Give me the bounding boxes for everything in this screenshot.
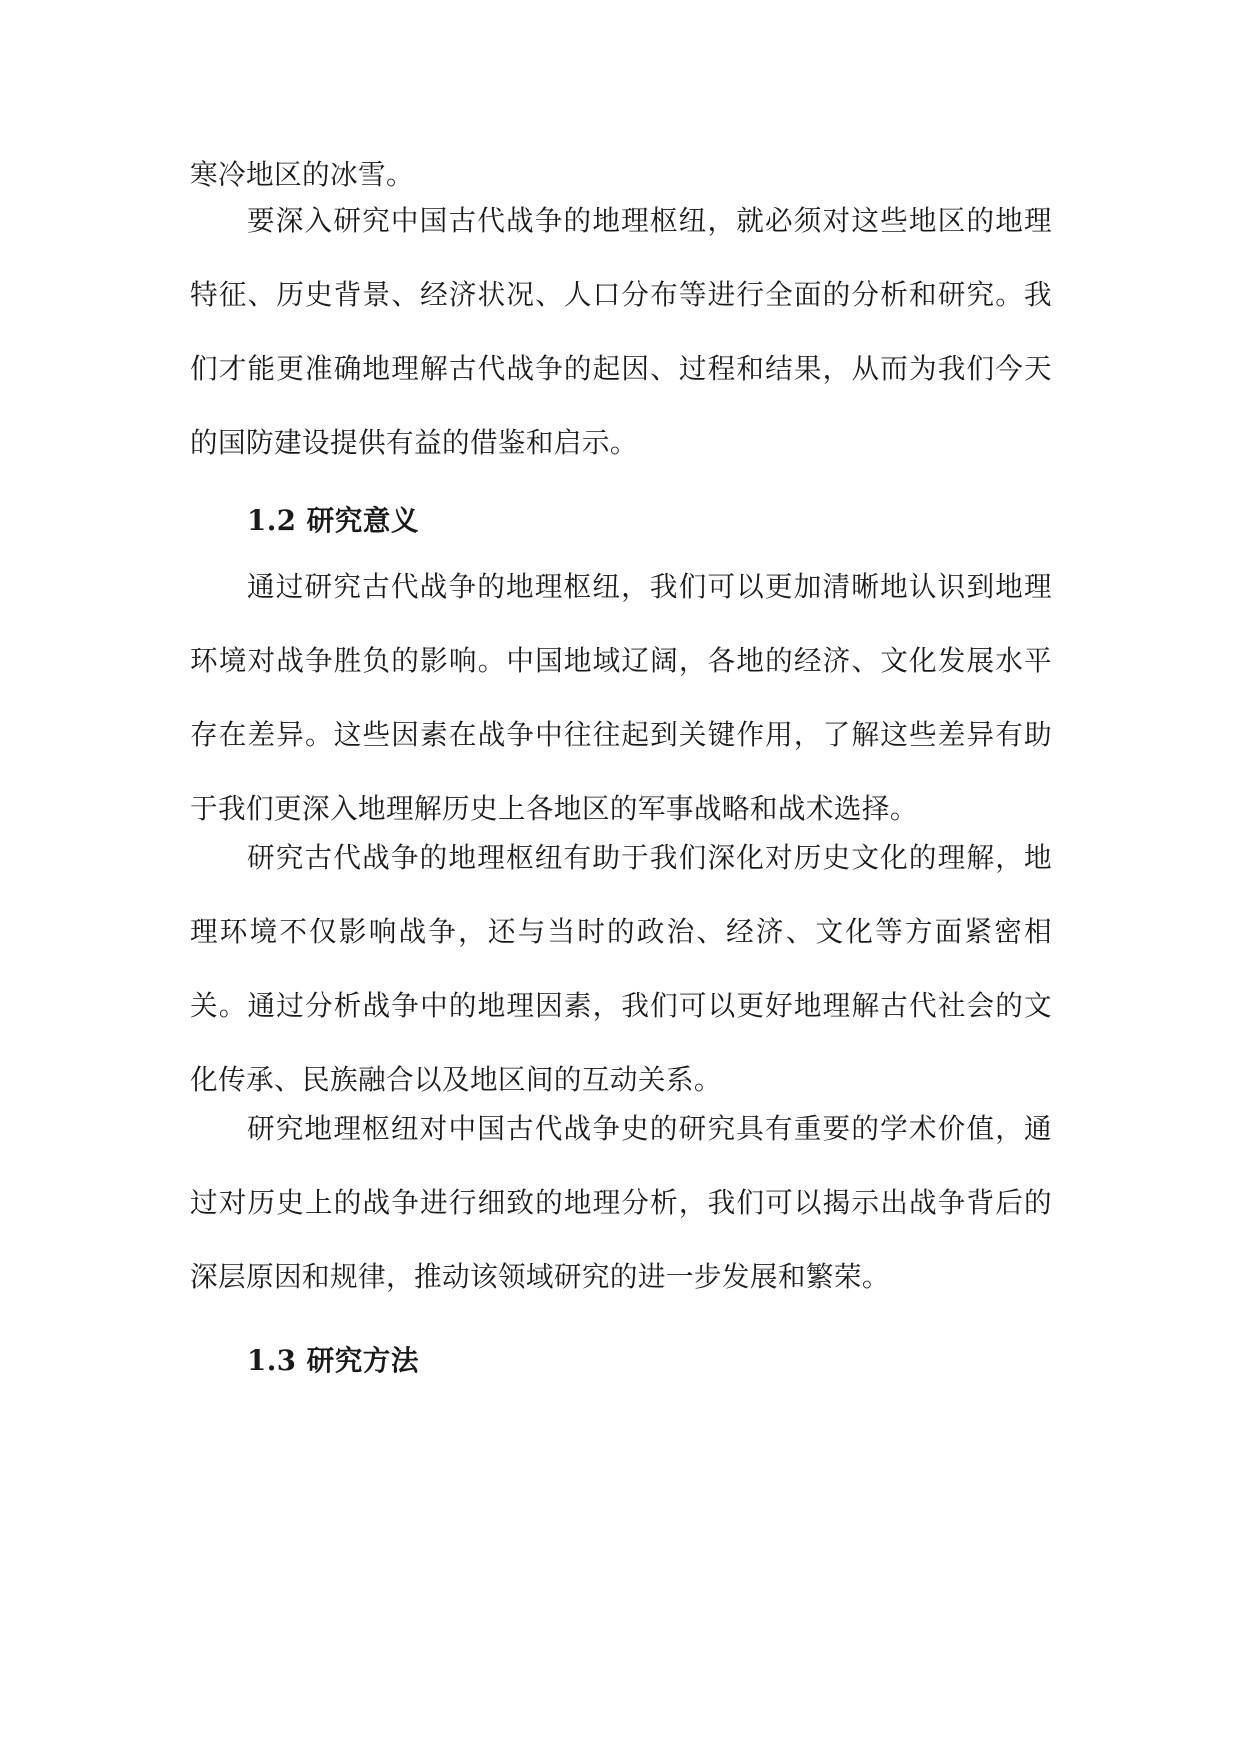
- paragraph-significance-2: [190, 821, 1052, 1117]
- paragraph-text: 寒冷地区的冰雪。: [190, 158, 414, 191]
- paragraph-text: 研究古代战争的地理枢纽有助于我们深化对历史文化的理解，地理环境不仅影响战争，还与当时的政治、经济、文化等方面紧密相关。通过分析战争中的地理因素，我们可以更好地理解古代社会的文化传承、民族融合以及地区间的互动关系。: [190, 841, 1052, 1096]
- paragraph-significance-3: [190, 1092, 1052, 1314]
- section-heading-research-significance: 1.2 研究意义: [247, 504, 419, 537]
- paragraph-text: 通过研究古代战争的地理枢纽，我们可以更加清晰地认识到地理环境对战争胜负的影响。中国地域辽阔，各地的经济、文化发展水平存在差异。这些因素在战争中往往起到关键作用，了解这些差异有助于我们更深入地理解历史上各地区的军事战略和战术选择。: [190, 570, 1052, 825]
- paragraph-significance-1: [190, 550, 1052, 846]
- section-heading-research-methods: 1.3 研究方法: [247, 1344, 419, 1377]
- paragraph-text: 研究地理枢纽对中国古代战争史的研究具有重要的学术价值，通过对历史上的战争进行细致的地理分析，我们可以揭示出战争背后的深层原因和规律，推动该领域研究的进一步发展和繁荣。: [190, 1112, 1052, 1293]
- paragraph-geographic-study: [190, 184, 1052, 480]
- paragraph-text: 要深入研究中国古代战争的地理枢纽，就必须对这些地区的地理特征、历史背景、经济状况、人口分布等进行全面的分析和研究。我们才能更准确地理解古代战争的起因、过程和结果，从而为我们今天的国防建设提供有益的借鉴和启示。: [190, 204, 1052, 459]
